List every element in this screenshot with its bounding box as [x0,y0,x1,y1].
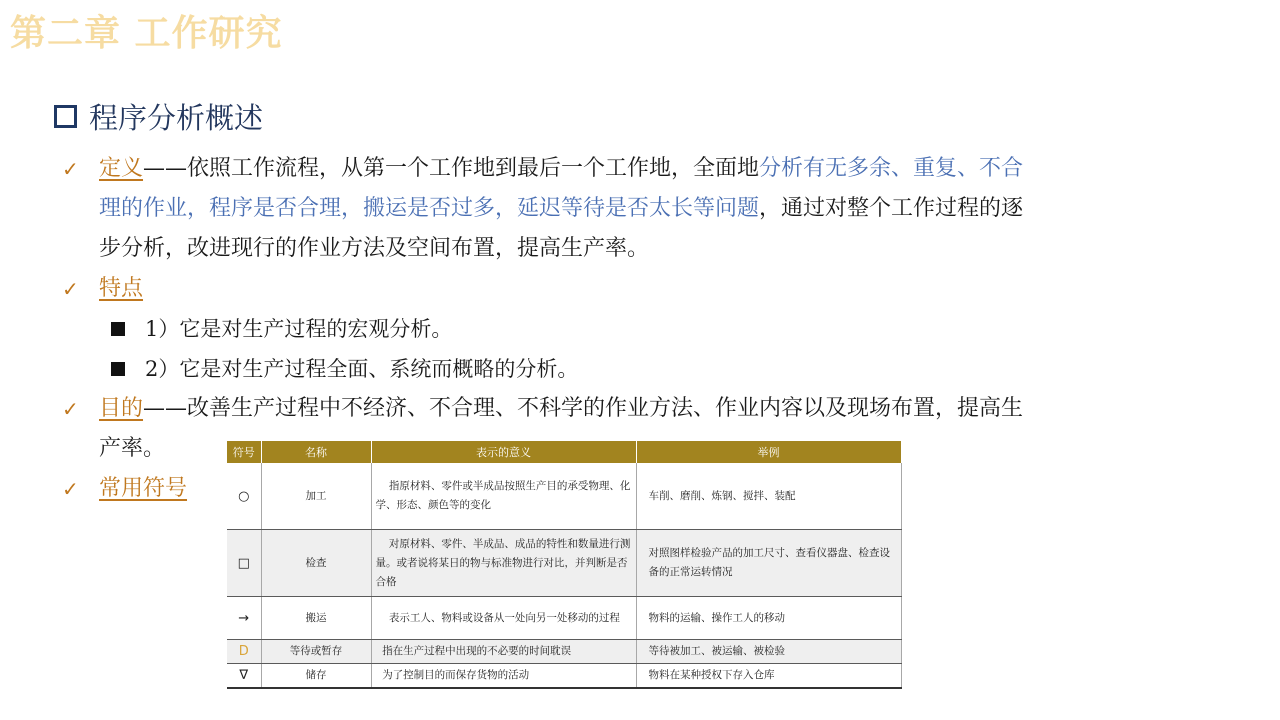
checkmark-icon: ✓ [62,477,79,501]
purpose-line-1 [99,389,1023,429]
table-row [227,640,901,664]
definition-highlight-1: 分析有无多余、重复、不合 [759,156,1024,181]
inspection-symbol-icon: □ [227,530,261,597]
definition-highlight-2: 理的作业，程序是否合理，搬运是否过多，延迟等待是否太长等问题 [99,196,760,221]
symbols-line [99,469,187,509]
transport-arrow-icon: → [227,597,261,640]
section-heading [54,94,263,138]
section-heading-text: 程序分析概述 [89,100,264,135]
feature-item-text: 1）它是对生产过程的宏观分析。 [145,317,453,341]
checkmark-icon: ✓ [62,277,79,301]
symbol-example: 物料的运输、操作工人的移动 [636,597,901,640]
symbol-meaning: 表示工人、物料或设备从一处向另一处移动的过程 [371,597,636,640]
definition-term: 定义 [99,156,144,181]
symbol-name: 加工 [261,463,371,530]
symbol-example: 车削、磨削、炼钢、搅拌、装配 [636,463,901,530]
table-header-name: 名称 [261,441,371,463]
operation-symbol-icon: ○ [227,463,261,530]
symbols-table [227,441,902,689]
filled-square-bullet-icon [111,362,125,376]
purpose-text: ——改善生产过程中不经济、不合理、不科学的作业方法、作业内容以及现场布置，提高生 [143,396,1024,421]
table-header-example: 举例 [636,441,901,463]
features-term: 特点 [99,276,144,301]
feature-item [111,309,452,349]
definition-line-1 [99,149,1023,189]
definition-line-3: 步分析，改进现行的作业方法及空间布置，提高生产率。 [99,236,650,261]
feature-item [111,349,578,389]
symbol-example: 物料在某种授权下存入仓库 [636,664,901,689]
chapter-title: 第二章 工作研究 [10,13,283,54]
symbol-name: 等待或暂存 [261,640,371,664]
table-row [227,664,901,689]
table-row [227,597,901,640]
checkmark-icon: ✓ [62,397,79,421]
table-header-row [227,441,901,463]
symbols-term: 常用符号 [99,476,188,501]
hollow-square-bullet-icon [54,105,77,128]
definition-rest: ，通过对整个工作过程的逐 [759,196,1024,221]
filled-square-bullet-icon [111,322,125,336]
symbol-meaning: 为了控制目的而保存货物的活动 [371,664,636,689]
feature-item-text: 2）它是对生产过程全面、系统而概略的分析。 [145,357,579,381]
purpose-line-2: 产率。 [99,436,166,461]
symbol-meaning: 指原材料、零件或半成品按照生产目的承受物理、化学、形态、颜色等的变化 [371,463,636,530]
checkmark-icon: ✓ [62,157,79,181]
symbol-meaning: 对原材料、零件、半成品、成品的特性和数量进行测量。或者说将某日的物与标准物进行对比，并判断是否合格 [371,530,636,597]
symbol-meaning: 指在生产过程中出现的不必要的时间耽误 [371,640,636,664]
symbol-name: 储存 [261,664,371,689]
table-row [227,530,901,597]
table-header-meaning: 表示的意义 [371,441,636,463]
storage-triangle-icon: ∇ [227,664,261,689]
purpose-term: 目的 [99,396,144,421]
symbol-example: 等待被加工、被运输、被检验 [636,640,901,664]
features-line [99,269,143,309]
table-header-symbol: 符号 [227,441,261,463]
symbol-example: 对照图样检验产品的加工尺寸、查看仪器盘、检查设备的正常运转情况 [636,530,901,597]
table-row [227,463,901,530]
definition-text: ——依照工作流程，从第一个工作地到最后一个工作地，全面地 [143,156,760,181]
definition-line-2 [99,189,1023,229]
symbol-name: 搬运 [261,597,371,640]
symbol-name: 检查 [261,530,371,597]
delay-symbol-icon: D [227,640,261,664]
